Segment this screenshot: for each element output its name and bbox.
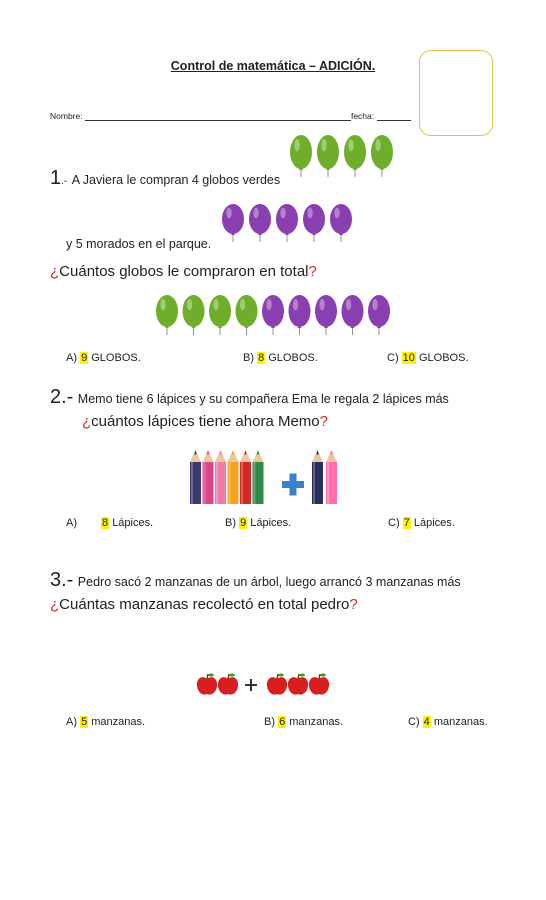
pencil-icon xyxy=(190,450,201,504)
pencil-icon xyxy=(253,450,264,504)
green-balloon xyxy=(209,295,231,335)
apple-icon xyxy=(288,674,308,695)
question-2-option-c[interactable]: C) 7 Lápices. xyxy=(388,517,455,529)
pencil-icon xyxy=(240,450,251,504)
green-balloon xyxy=(183,295,205,335)
answer-value: 6 xyxy=(279,716,286,728)
answer-value: 4 xyxy=(423,716,430,728)
name-field[interactable] xyxy=(85,111,351,121)
answer-value: 8 xyxy=(102,517,109,529)
question-1-option-c[interactable]: C) 10 GLOBOS. xyxy=(387,352,469,364)
green-balloon xyxy=(371,135,393,177)
green-balloons-group xyxy=(290,134,400,186)
green-balloon xyxy=(317,135,339,177)
name-label: Nombre: xyxy=(50,111,83,121)
apple-icon xyxy=(309,674,329,695)
pencil-icon xyxy=(312,450,323,504)
question-3-option-b[interactable]: B) 6 manzanas. xyxy=(264,716,344,728)
question-3-text: Pedro sacó 2 manzanas de un árbol, luego arrancó 3 manzanas más xyxy=(77,575,461,589)
purple-balloon xyxy=(262,295,284,335)
date-label: fecha: xyxy=(350,111,375,121)
apple-icon xyxy=(218,674,238,695)
question-3-option-c[interactable]: C) 4 manzanas. xyxy=(408,716,488,728)
purple-balloon xyxy=(303,204,325,242)
question-1-text: A Javiera le compran 4 globos verdes xyxy=(71,173,281,187)
question-1-text-line2: y 5 morados en el parque. xyxy=(66,237,212,251)
pencils-illustration xyxy=(186,448,346,508)
pencil-icon xyxy=(215,450,226,504)
pencil-icon xyxy=(228,450,239,504)
answer-value: 5 xyxy=(81,716,88,728)
apples-illustration xyxy=(196,672,336,698)
question-2-question: ¿cuántos lápices tiene ahora Memo? xyxy=(82,413,328,430)
purple-balloon xyxy=(368,295,390,335)
question-2-option-a[interactable]: A) 8 Lápices. xyxy=(66,517,154,529)
apple-icon xyxy=(197,674,217,695)
green-balloon xyxy=(290,135,312,177)
question-3-option-a[interactable]: A) 5 manzanas. xyxy=(66,716,146,728)
purple-balloon xyxy=(289,295,311,335)
question-1-number: 1 xyxy=(50,167,62,189)
question-3-line1 xyxy=(50,569,461,592)
answer-value: 7 xyxy=(403,517,410,529)
name-date-line xyxy=(50,111,411,121)
question-1-option-b[interactable]: B) 8 GLOBOS. xyxy=(243,352,318,364)
question-2-option-b[interactable]: B) 9 Lápices. xyxy=(225,517,292,529)
green-balloon xyxy=(236,295,258,335)
plus-icon xyxy=(245,679,257,691)
purple-balloon xyxy=(342,295,364,335)
question-2-number: 2.- xyxy=(50,386,74,408)
green-balloon xyxy=(156,295,178,335)
question-1-line1: 1.- A Javiera le compran 4 globos verdes xyxy=(50,167,281,189)
purple-balloon xyxy=(330,204,352,242)
answer-value: 10 xyxy=(402,352,415,364)
answer-value: 9 xyxy=(240,517,247,529)
question-1-option-a[interactable]: A) 9 GLOBOS. xyxy=(66,352,141,364)
pencil-icon xyxy=(326,450,337,504)
pencil-icon xyxy=(203,450,214,504)
answer-value: 9 xyxy=(81,352,88,364)
purple-balloon xyxy=(222,204,244,242)
question-2-line1 xyxy=(50,386,449,409)
total-balloons-group xyxy=(156,294,396,336)
question-3-number: 3.- xyxy=(50,569,74,591)
question-2-text: Memo tiene 6 lápices y su compañera Ema le regala 2 lápices más xyxy=(77,392,449,406)
purple-balloons-group xyxy=(222,203,357,245)
plus-icon xyxy=(282,474,304,496)
page-title: Control de matemática – ADICIÓN. xyxy=(170,59,376,73)
purple-balloon xyxy=(249,204,271,242)
question-3-question: ¿Cuántas manzanas recolectó en total pedro? xyxy=(50,596,358,613)
question-1-question: ¿Cuántos globos le compraron en total? xyxy=(50,263,317,280)
purple-balloon xyxy=(315,295,337,335)
purple-balloon xyxy=(276,204,298,242)
answer-value: 8 xyxy=(258,352,265,364)
green-balloon xyxy=(344,135,366,177)
grade-box xyxy=(419,50,493,136)
date-field[interactable] xyxy=(377,111,411,121)
apple-icon xyxy=(267,674,287,695)
